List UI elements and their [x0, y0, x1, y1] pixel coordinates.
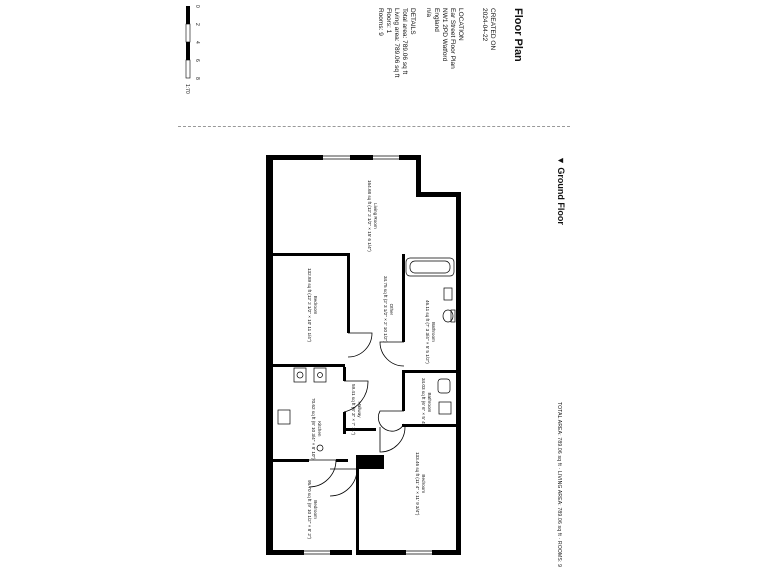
triangle-icon: ▼ — [556, 156, 566, 168]
room-name: Bedroom — [313, 500, 318, 519]
room-name: Kitchen — [317, 421, 322, 437]
room-dims: 95.70 sq ft (9' 10 1/2" × 8' 2") — [307, 480, 312, 540]
sink-icon — [439, 402, 451, 414]
page-title: Floor Plan — [512, 8, 524, 62]
location-line: Ear Street Floor Plan — [449, 8, 456, 69]
room-name: Other — [389, 303, 394, 316]
toilet-icon — [443, 310, 453, 322]
room-label-bathroom-1 — [424, 300, 436, 364]
floor-name-text: Ground Floor — [556, 167, 566, 225]
sink-icon — [314, 368, 326, 382]
room-name: Bathroom — [431, 321, 436, 342]
room-dims: 34.03 sq ft (6' 6" × 5' 4") — [421, 378, 426, 427]
details-line: Total area: 789.06 sq ft — [401, 8, 408, 75]
room-dims: 70.62 sq ft (8' 10 3/4" × 8' 10") — [311, 398, 316, 460]
location-line: England — [433, 8, 440, 32]
details-line: Living area: 789.06 sq ft — [393, 8, 400, 78]
room-dims: 164.68 sq ft (12' 2 1/2" × 15' 6 1/4") — [367, 180, 372, 252]
room-label-bedroom-2 — [414, 452, 426, 515]
cooktop-icon — [294, 368, 306, 382]
room-name: Bathroom — [427, 392, 432, 413]
room-dims: 133.46 sq ft (11' 4" × 11' 9 3/4") — [415, 452, 420, 516]
location-line: NW1 2PD Watford — [441, 8, 448, 62]
location-line: n/a — [425, 8, 432, 18]
details-line: Floors: 1 — [385, 8, 392, 34]
room-label-bathroom-2 — [420, 378, 432, 427]
floor-totals: TOTAL AREA: 789.06 sq ft · LIVING AREA: 789.06 sq ft · ROOMS: 9 — [556, 402, 562, 568]
room-dims: 46.11 sq ft (7' 3 3/4" × 5' 5 1/2") — [425, 300, 430, 364]
scale-tick: 4 — [194, 41, 200, 44]
created-date: 2024-04-22 — [481, 8, 488, 42]
room-label-bedroom-3 — [306, 480, 318, 539]
room-label-other — [382, 276, 394, 343]
scale-tick: 8 — [194, 77, 200, 80]
details-label: DETAILS — [409, 8, 416, 35]
room-dims: 34.75 sq ft (2' 3 1/2" × 2' 10 1/2") — [383, 276, 388, 343]
appliance-icon — [278, 410, 290, 424]
room-name: Living Room — [373, 203, 378, 229]
room-dims: 59.41 sq ft (8' 3" × 7' 11") — [351, 384, 356, 436]
windows — [267, 156, 432, 554]
sink-icon — [444, 288, 452, 300]
room-label-hallway — [350, 384, 362, 435]
toilet-icon — [438, 379, 450, 393]
room-name: Bedroom — [313, 295, 318, 315]
room-dims: 132.89 sq ft (12' 2 1/2" × 10' 11 1/4") — [307, 268, 312, 343]
location-label: LOCATION — [457, 8, 464, 41]
scale-tick: 0 — [194, 5, 200, 8]
scale-tick: 2 — [194, 23, 200, 26]
scale-tick: 6 — [194, 59, 200, 62]
room-name: Bedroom — [421, 474, 426, 494]
room-label-bedroom-1 — [306, 268, 318, 342]
scale-ratio: 1:70 — [184, 84, 190, 94]
room-label-living — [366, 180, 378, 252]
room-label-kitchen — [310, 398, 322, 460]
details-line: Rooms: 9 — [377, 8, 384, 36]
room-name: Hallway — [357, 401, 362, 418]
created-label: CREATED ON — [489, 8, 496, 51]
